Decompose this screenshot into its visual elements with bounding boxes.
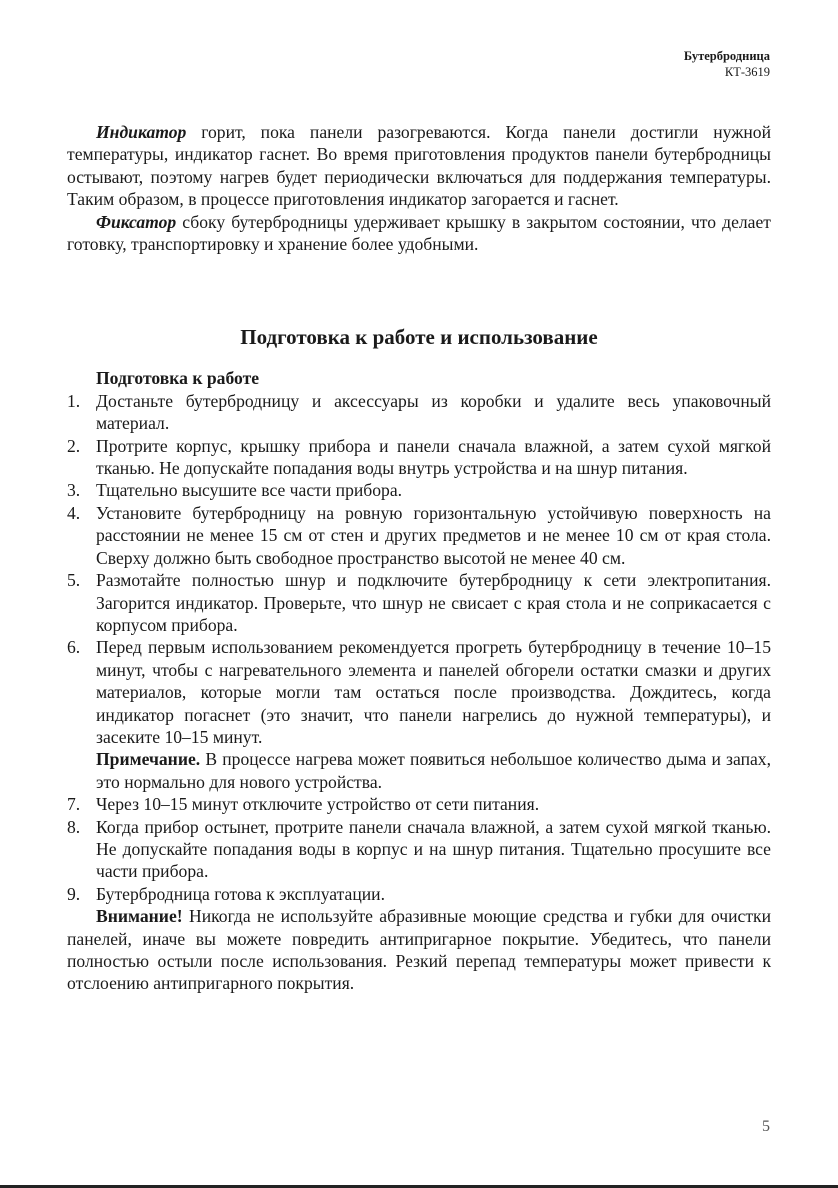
step-3 — [67, 479, 771, 501]
step-7 — [67, 793, 771, 815]
step-number: 7. — [67, 794, 81, 815]
step-2 — [67, 435, 771, 480]
step-text: Бутербродница готова к эксплуатации. — [96, 883, 385, 904]
step-text: Перед первым использованием рекомендуется прогреть бутербродницу в течение 10–15 минут, чтобы с нагревательного элемента и панелей обгорели остатки смазки и других материалов, которые могли там остаться после производства. Дождитесь, когда индикатор погаснет (это значит, что панели нагрелись до нужной температуры), и засеките 10–15 минут. — [96, 637, 771, 747]
note-paragraph — [67, 748, 771, 793]
step-text: Через 10–15 минут отключите устройство от сети питания. — [96, 794, 540, 815]
step-8 — [67, 816, 771, 883]
step-6 — [67, 636, 771, 748]
step-text: Размотайте полностью шнур и подключите бутербродницу к сети электропитания. Загорится индикатор. Проверьте, что шнур не свисает с края стола и не соприкасается с корпусом прибора. — [96, 570, 771, 635]
indicator-paragraph — [67, 121, 771, 211]
preparation-steps-continued — [67, 793, 771, 905]
step-number: 5. — [67, 570, 81, 591]
step-number: 3. — [67, 480, 81, 501]
step-number: 2. — [67, 435, 81, 456]
running-header — [684, 48, 770, 80]
note-label: Примечание. — [96, 749, 201, 770]
header-model: КТ-3619 — [724, 65, 770, 79]
step-9 — [67, 883, 771, 905]
step-text: Тщательно высушите все части прибора. — [96, 480, 403, 501]
section-title: Подготовка к работе и использование — [240, 325, 598, 350]
step-number: 8. — [67, 816, 81, 837]
subheading: Подготовка к работе — [96, 368, 260, 389]
step-number: 9. — [67, 883, 81, 904]
page-number: 5 — [762, 1118, 770, 1135]
indicator-term: Индикатор — [96, 122, 187, 142]
indicator-text: горит, пока панели разогреваются. Когда панели достигли нужной температуры, индикатор гаснет. Во время приготовления продуктов панели бутербродницы остывают, поэтому нагрев будет периодически включаться для поддержания температуры. Таким образом, в процессе приготовления индикатор загорается и гаснет. — [67, 122, 771, 210]
step-text: Достаньте бутербродницу и аксессуары из коробки и удалите весь упаковочный материал. — [96, 390, 771, 434]
latch-text: сбоку бутербродницы удерживает крышку в закрытом состоянии, что делает готовку, транспортировку и хранение более удобными. — [67, 211, 771, 255]
latch-term: Фиксатор — [96, 211, 177, 232]
preparation-steps — [67, 390, 771, 749]
step-number: 4. — [67, 502, 81, 523]
step-4 — [67, 502, 771, 569]
note-text: В процессе нагрева может появиться небольшое количество дыма и запах, это нормально для нового устройства. — [96, 749, 771, 792]
warning-paragraph — [67, 905, 771, 995]
warning-label: Внимание! — [96, 906, 183, 927]
step-number: 6. — [67, 637, 81, 658]
warning-text: Никогда не используйте абразивные моющие средства и губки для очистки панелей, иначе вы можете повредить антипригарное покрытие. Убедитесь, что панели полностью остыли после использования. Резкий перепад температуры может привести к отслоению антипригарного покрытия. — [67, 906, 771, 994]
step-number: 1. — [67, 390, 81, 411]
step-text: Протрите корпус, крышку прибора и панели сначала влажной, а затем сухой мягкой тканью. Не допускайте попадания воды внутрь устройства и на шнур питания. — [96, 435, 771, 479]
header-title: Бутербродница — [683, 49, 770, 63]
step-5 — [67, 569, 771, 636]
step-1 — [67, 390, 771, 435]
page-content — [67, 121, 771, 995]
step-text: Установите бутербродницу на ровную горизонтальную устойчивую поверхность на расстоянии не менее 15 см от стен и других предметов и не менее 10 см от края стола. Сверху должно быть свободное пространство высотой не менее 40 см. — [96, 502, 771, 568]
step-text: Когда прибор остынет, протрите панели сначала влажной, а затем сухой мягкой тканью. Не допускайте попадания воды в корпус и на шнур питания. Тщательно просушите все части прибора. — [96, 816, 771, 882]
latch-paragraph — [67, 211, 771, 256]
